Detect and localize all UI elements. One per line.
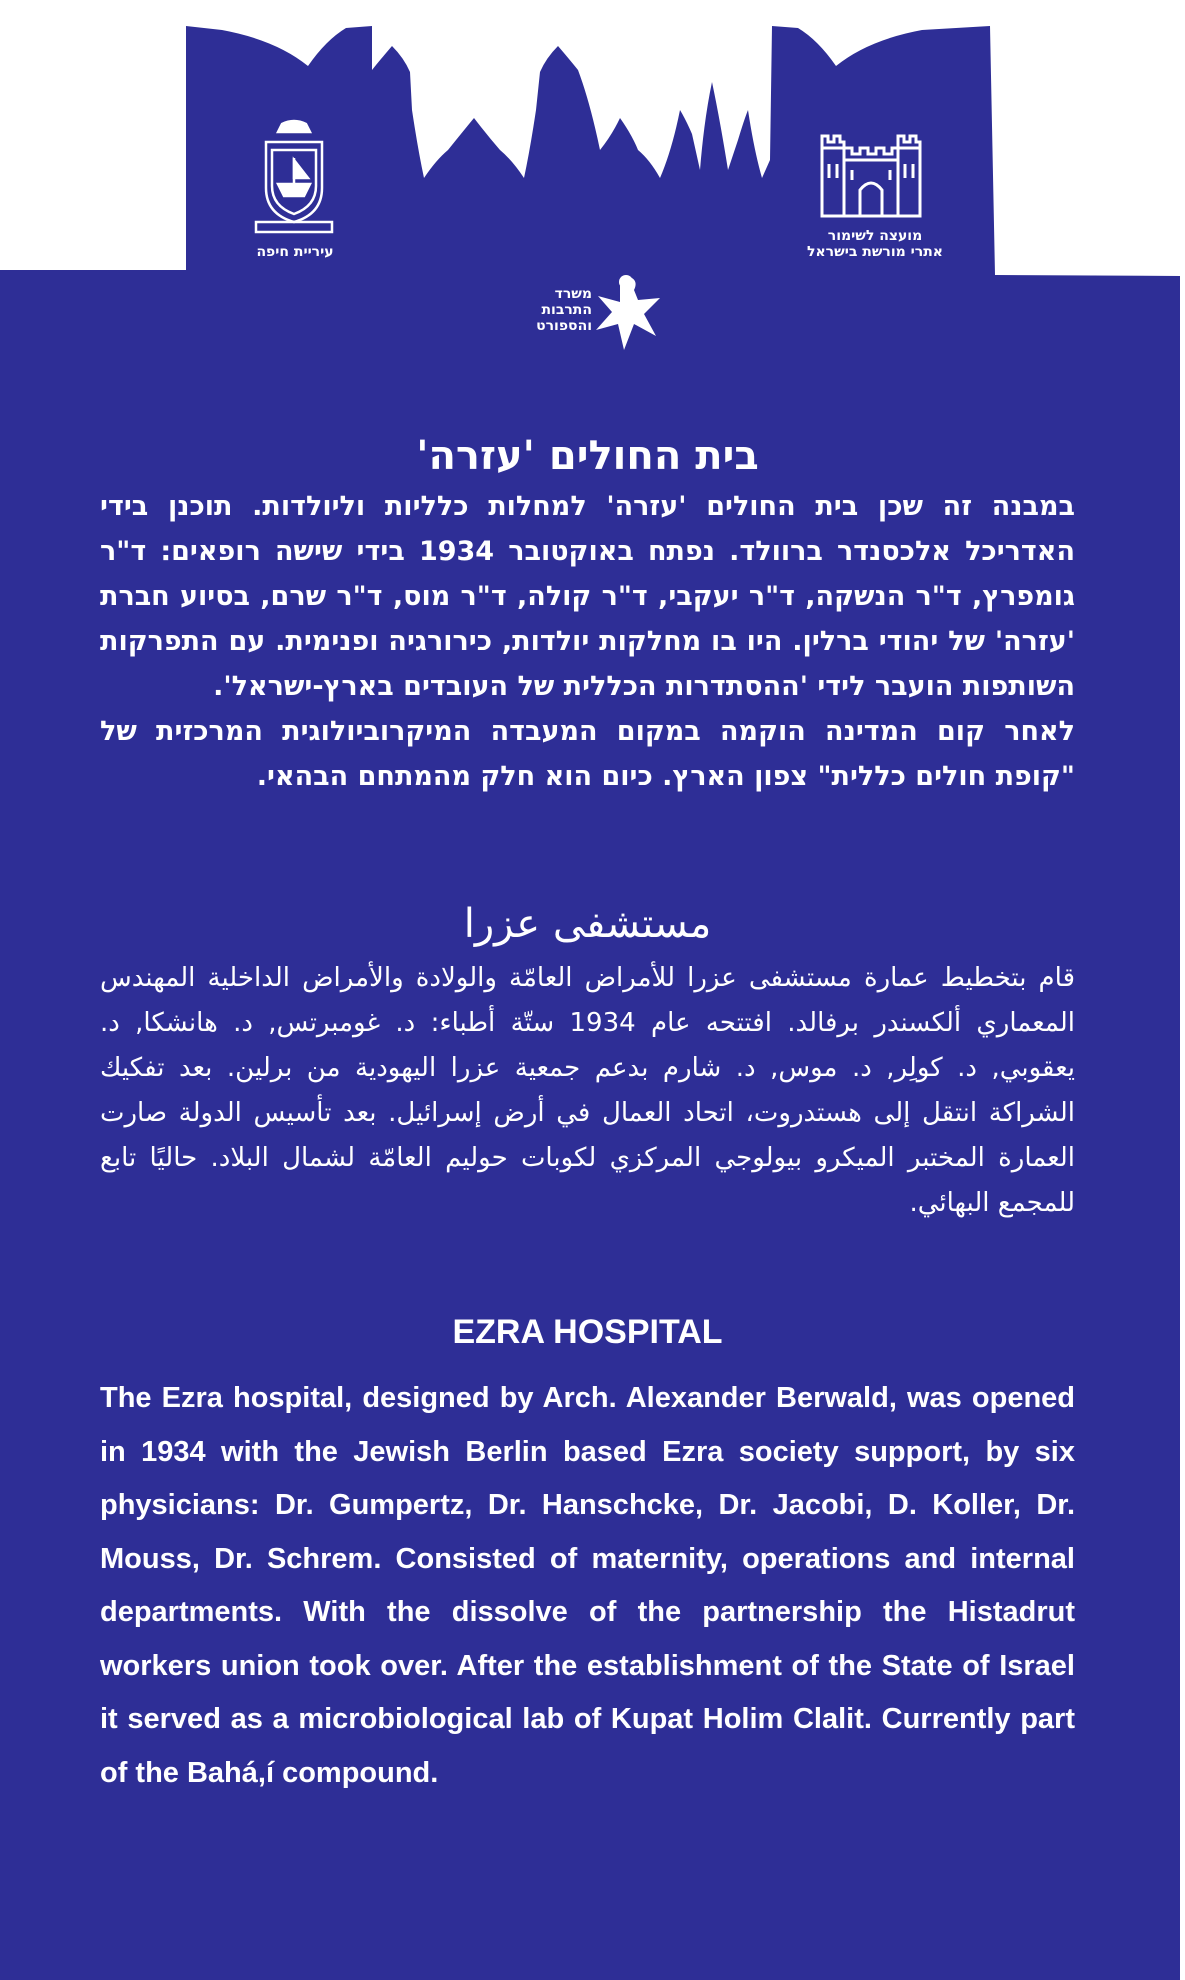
council-caption-line2: אתרי מורשת בישראל: [807, 244, 943, 261]
haifa-logo-caption: [230, 244, 360, 260]
arabic-section: [100, 896, 1075, 1226]
ministry-caption-line1: משרד: [554, 286, 592, 302]
hebrew-title: בית החולים 'עזרה': [416, 433, 759, 479]
ministry-caption-line3: והספורט: [536, 318, 592, 335]
english-section: [100, 1306, 1075, 1800]
haifa-coat-of-arms-icon: [252, 118, 336, 236]
ministry-star-icon: [590, 274, 664, 354]
arabic-title: مستشفى عزرا: [463, 901, 712, 947]
council-logo-caption: [790, 228, 960, 260]
english-title: EZRA HOSPITAL: [452, 1313, 723, 1351]
heritage-fortress-icon: [820, 118, 922, 218]
ministry-caption-line2: התרבות: [541, 302, 592, 319]
haifa-caption: עיריית חיפה: [256, 244, 334, 260]
arabic-paragraph: قام بتخطيط عمارة مستشفى عزرا للأمراض العامّة والولادة والأمراض الداخلية المهندس المعماري ألكسندر برفالد. افتتحه عام 1934 ستّة أطباء: د. غومبرتس, د. هانشكا, د. يعقوبي, د. كولِر, د. موس, د. شارم بدعم جمعية عزرا اليهودية من برلين. بعد تفكيك الشراكة انتقل إلى هستدروت، اتحاد العمال في أرض إسرائيل. بعد تأسيس الدولة صارت العمارة المختبر الميكرو بيولوجي المركزي لكوبات حوليم العامّة لشمال البلاد. حاليًا تابع للمجمع البهائي.: [100, 963, 1075, 1218]
ministry-logo-caption: [508, 286, 592, 334]
english-paragraph: The Ezra hospital, designed by Arch. Alexander Berwald, was opened in 1934 with the Jewish Berlin based Ezra society support, by six physicians: Dr. Gumpertz, Dr. Hanschcke, Dr. Jacobi, D. Koller, Dr. Mouss, Dr. Schrem. Consisted of maternity, operations and internal departments. With the dissolve of the partnership the Histadrut workers union took over. After the establishment of the State of Israel it served as a microbiological lab of Kupat Holim Clalit. Currently part of the Bahá,í compound.: [100, 1382, 1075, 1789]
hebrew-paragraph-1: במבנה זה שכן בית החולים 'עזרה' למחלות כלליות וליולדות. תוכנן בידי האדריכל אלכסנדר ברוולד. נפתח באוקטובר 1934 בידי שישה רופאים: ד"ר גומפרץ, ד"ר הנשקה, ד"ר יעקבי, ד"ר קולה, ד"ר מוס, ד"ר שרם, בסיוע חברת 'עזרה' של יהודי ברלין. היו בו מחלקות יולדות, כירורגיה ופנימית. עם התפרקות השותפות הועבר לידי 'ההסתדרות הכללית של העובדים בארץ-ישראל'.: [100, 491, 1076, 702]
hebrew-paragraph-2: לאחר קום המדינה הוקמה במקום המעבדה המיקרוביולוגית המרכזית של "קופת חולים כללית" צפון הארץ. כיום הוא חלק מהמתחם הבהאי.: [100, 716, 1075, 792]
hebrew-section: [100, 428, 1075, 799]
council-caption-line1: מועצה לשימור: [827, 228, 923, 244]
